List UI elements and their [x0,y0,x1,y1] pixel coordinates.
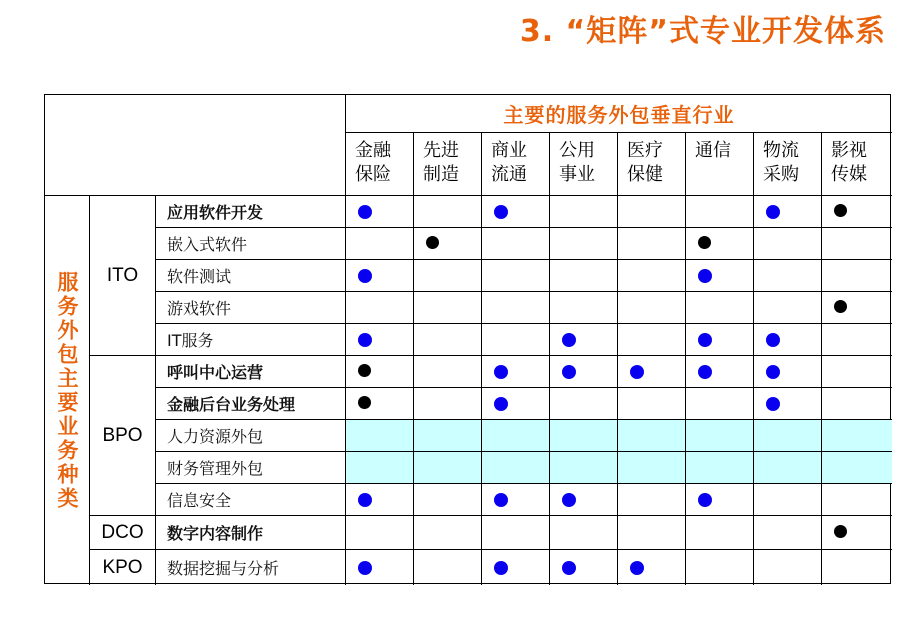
matrix-cell [754,484,822,516]
category-cell-ito: ITO [90,196,156,356]
matrix-cell [686,292,754,324]
page-title: 3. “矩阵”式专业开发体系 [519,14,886,49]
matrix-cell [822,516,892,550]
service-row-label: 人力资源外包 [156,420,346,452]
matrix-cell [754,196,822,228]
matrix-cell [414,324,482,356]
matrix-cell [414,356,482,388]
matrix-cell [414,228,482,260]
matrix-cell [754,452,822,484]
matrix-cell [346,550,414,585]
industry-name-line: 通信 [695,140,731,161]
matrix-cell [686,452,754,484]
matrix-cell [822,388,892,420]
matrix-cell [346,324,414,356]
matrix-cell [754,228,822,260]
matrix-cell [822,228,892,260]
matrix-cell [618,388,686,420]
matrix-cell [414,260,482,292]
service-row-label: 呼叫中心运营 [156,356,346,388]
matrix-cell [754,356,822,388]
service-row-label: 信息安全 [156,484,346,516]
black-dot-marker [358,396,371,409]
matrix-cell [482,550,550,585]
industry-name-line: 保健 [627,164,663,185]
matrix-cell [550,228,618,260]
service-row-label: 数字内容制作 [156,516,346,550]
matrix-cell [618,356,686,388]
service-row-label: IT服务 [156,324,346,356]
blue-dot-marker [766,205,780,219]
matrix-cell [618,550,686,585]
matrix-cell [550,324,618,356]
matrix-cell [550,260,618,292]
matrix-cell [822,420,892,452]
matrix-cell [754,324,822,356]
blue-dot-marker [494,561,508,575]
industry-name-line: 制造 [423,164,459,185]
industry-name-line: 传媒 [831,164,867,185]
matrix-cell [346,356,414,388]
matrix-cell [618,516,686,550]
matrix-cell [754,550,822,585]
industry-header: 主要的服务外包垂直行业 [346,95,892,133]
matrix-cell [414,452,482,484]
blue-dot-marker [766,397,780,411]
matrix-cell [686,196,754,228]
matrix-cell [414,550,482,585]
matrix-cell [346,260,414,292]
industry-name-line: 事业 [559,164,595,185]
industry-name-line: 医疗 [627,140,663,161]
service-row-label: 软件测试 [156,260,346,292]
matrix-cell [618,292,686,324]
matrix-cell [618,196,686,228]
industry-name-line: 流通 [491,164,527,185]
blue-dot-marker [698,333,712,347]
matrix-cell [482,196,550,228]
matrix-cell [822,260,892,292]
matrix-cell [550,420,618,452]
matrix-cell [482,516,550,550]
matrix-cell [550,388,618,420]
blue-dot-marker [358,333,372,347]
matrix-cell [618,228,686,260]
matrix-cell [346,452,414,484]
category-cell-kpo: KPO [90,550,156,585]
matrix-cell [686,550,754,585]
matrix-cell [686,420,754,452]
matrix-cell [822,550,892,585]
blue-dot-marker [630,561,644,575]
matrix-cell [686,228,754,260]
matrix-cell [482,356,550,388]
service-row-label: 金融后台业务处理 [156,388,346,420]
matrix-cell [550,484,618,516]
matrix-cell [414,484,482,516]
matrix-cell [822,324,892,356]
matrix-cell [550,356,618,388]
matrix-cell [550,550,618,585]
matrix-cell [550,452,618,484]
industry-name-line: 商业 [491,140,527,161]
blue-dot-marker [358,561,372,575]
matrix-cell [414,292,482,324]
service-type-header-label: 服务外包主要业务种类 [55,270,79,511]
industry-name-line: 物流 [763,140,799,161]
category-cell-dco: DCO [90,516,156,550]
industry-name-line: 金融 [355,140,391,161]
matrix-cell [754,292,822,324]
blue-dot-marker [630,365,644,379]
matrix-cell [822,484,892,516]
industry-column-header [822,133,892,196]
blue-dot-marker [766,333,780,347]
service-type-header [45,196,90,585]
matrix-cell [482,420,550,452]
service-row-label: 嵌入式软件 [156,228,346,260]
matrix-cell [822,196,892,228]
matrix-cell [346,196,414,228]
black-dot-marker [698,236,711,249]
blue-dot-marker [562,561,576,575]
blue-dot-marker [562,333,576,347]
matrix-cell [618,484,686,516]
blue-dot-marker [494,493,508,507]
matrix-cell [686,484,754,516]
industry-column-header [414,133,482,196]
matrix-cell [346,228,414,260]
service-row-label: 财务管理外包 [156,452,346,484]
corner-cell [45,95,346,196]
matrix-cell [550,292,618,324]
matrix-cell [414,420,482,452]
matrix-cell [482,388,550,420]
matrix-cell [346,388,414,420]
matrix-cell [482,484,550,516]
blue-dot-marker [698,269,712,283]
blue-dot-marker [562,493,576,507]
black-dot-marker [834,204,847,217]
blue-dot-marker [698,365,712,379]
blue-dot-marker [358,205,372,219]
matrix-cell [482,228,550,260]
industry-name-line: 影视 [831,140,867,161]
industry-column-header [686,133,754,196]
matrix-cell [754,260,822,292]
matrix-cell [618,452,686,484]
matrix-cell [822,356,892,388]
category-cell-bpo: BPO [90,356,156,516]
industry-column-header [618,133,686,196]
matrix-cell [346,420,414,452]
industry-name-line: 保险 [355,164,391,185]
matrix-cell [822,292,892,324]
blue-dot-marker [494,205,508,219]
blue-dot-marker [562,365,576,379]
matrix-cell [618,420,686,452]
service-industry-matrix [44,94,891,584]
matrix-cell [346,292,414,324]
blue-dot-marker [358,493,372,507]
blue-dot-marker [358,269,372,283]
matrix-cell [482,292,550,324]
matrix-cell [482,452,550,484]
matrix-cell [346,484,414,516]
matrix-cell [618,324,686,356]
industry-name-line: 先进 [423,140,459,161]
industry-column-header [550,133,618,196]
industry-name-line: 采购 [763,164,799,185]
matrix-cell [550,196,618,228]
matrix-cell [754,420,822,452]
blue-dot-marker [494,365,508,379]
matrix-cell [822,452,892,484]
matrix-cell [686,388,754,420]
matrix-cell [686,356,754,388]
matrix-cell [618,260,686,292]
blue-dot-marker [698,493,712,507]
matrix-cell [346,516,414,550]
matrix-cell [482,260,550,292]
matrix-cell [686,516,754,550]
black-dot-marker [834,300,847,313]
black-dot-marker [358,364,371,377]
matrix-cell [754,516,822,550]
blue-dot-marker [494,397,508,411]
matrix-cell [414,388,482,420]
matrix-cell [686,324,754,356]
matrix-cell [754,388,822,420]
black-dot-marker [426,236,439,249]
service-row-label: 应用软件开发 [156,196,346,228]
matrix-cell [414,516,482,550]
industry-name-line: 公用 [559,140,595,161]
matrix-cell [414,196,482,228]
matrix-cell [482,324,550,356]
service-row-label: 数据挖掘与分析 [156,550,346,585]
industry-column-header [346,133,414,196]
service-row-label: 游戏软件 [156,292,346,324]
matrix-cell [686,260,754,292]
blue-dot-marker [766,365,780,379]
industry-column-header [754,133,822,196]
black-dot-marker [834,525,847,538]
industry-column-header [482,133,550,196]
matrix-cell [550,516,618,550]
